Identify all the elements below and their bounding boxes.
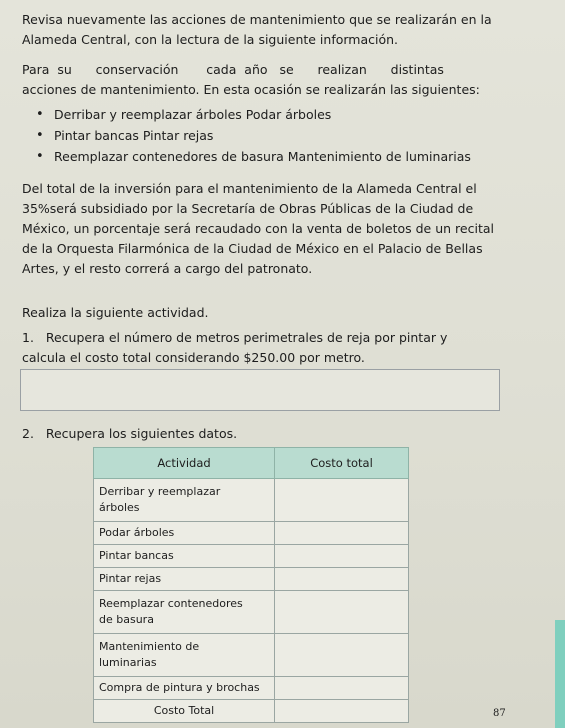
table-row [94,545,409,568]
task-1-line-1: 1. Recupera el número de metros perimetrales de reja por pintar y [22,330,448,345]
paragraph-line: de la Orquesta Filarmónica de la Ciudad de México en el Palacio de Bellas [22,241,483,256]
total-cost-cell[interactable] [275,700,409,723]
table-row-total [94,700,409,723]
activity-cell: Pintar rejas [94,568,275,591]
table-row [94,479,409,522]
answer-box[interactable] [20,369,500,411]
activity-cell: Compra de pintura y brochas [94,677,275,700]
activity-title: Realiza la siguiente actividad. [22,305,209,320]
table-row [94,591,409,634]
maintenance-actions-list [36,104,471,167]
maintenance-cost-table [93,447,409,723]
intro-line-3: Para su conservación cada año se realizan distintas [22,62,444,77]
table-row [94,568,409,591]
list-item: • Derribar y reemplazar árboles Podar árboles [36,104,471,125]
cost-cell[interactable] [275,479,409,522]
list-item: • Pintar bancas Pintar rejas [36,125,471,146]
paragraph-line: 35%será subsidiado por la Secretaría de Obras Públicas de la Ciudad de [22,201,474,216]
activity-cell: Podar árboles [94,522,275,545]
cost-cell[interactable] [275,545,409,568]
cost-cell[interactable] [275,568,409,591]
intro-line-2: Alameda Central, con la lectura de la siguiente información. [22,32,399,47]
task-1-line-2: calcula el costo total considerando $250.00 por metro. [22,350,365,365]
page-edge-tab [555,620,565,728]
paragraph-line: Del total de la inversión para el mantenimiento de la Alameda Central el [22,181,477,196]
page-number: 87 [493,708,506,719]
activity-cell: Derribar y reemplazar árboles [94,479,275,522]
task-2-label: 2. Recupera los siguientes datos. [22,426,238,441]
cost-cell[interactable] [275,591,409,634]
total-label-cell: Costo Total [94,700,275,723]
cost-cell[interactable] [275,677,409,700]
intro-line-1: Revisa nuevamente las acciones de mantenimiento que se realizarán en la [22,12,492,27]
cost-cell[interactable] [275,634,409,677]
activity-cell: Mantenimiento de luminarias [94,634,275,677]
cost-cell[interactable] [275,522,409,545]
intro-line-4: acciones de mantenimiento. En esta ocasión se realizarán las siguientes: [22,82,480,97]
activity-cell: Reemplazar contenedores de basura [94,591,275,634]
paragraph-line: Artes, y el resto correrá a cargo del patronato. [22,261,313,276]
paragraph-line: México, un porcentaje será recaudado con la venta de boletos de un recital [22,221,494,236]
column-header-activity: Actividad [94,448,275,479]
activity-cell: Pintar bancas [94,545,275,568]
table-row [94,677,409,700]
column-header-cost: Costo total [275,448,409,479]
table-row [94,522,409,545]
table-row [94,634,409,677]
list-item: • Reemplazar contenedores de basura Mantenimiento de luminarias [36,146,471,167]
